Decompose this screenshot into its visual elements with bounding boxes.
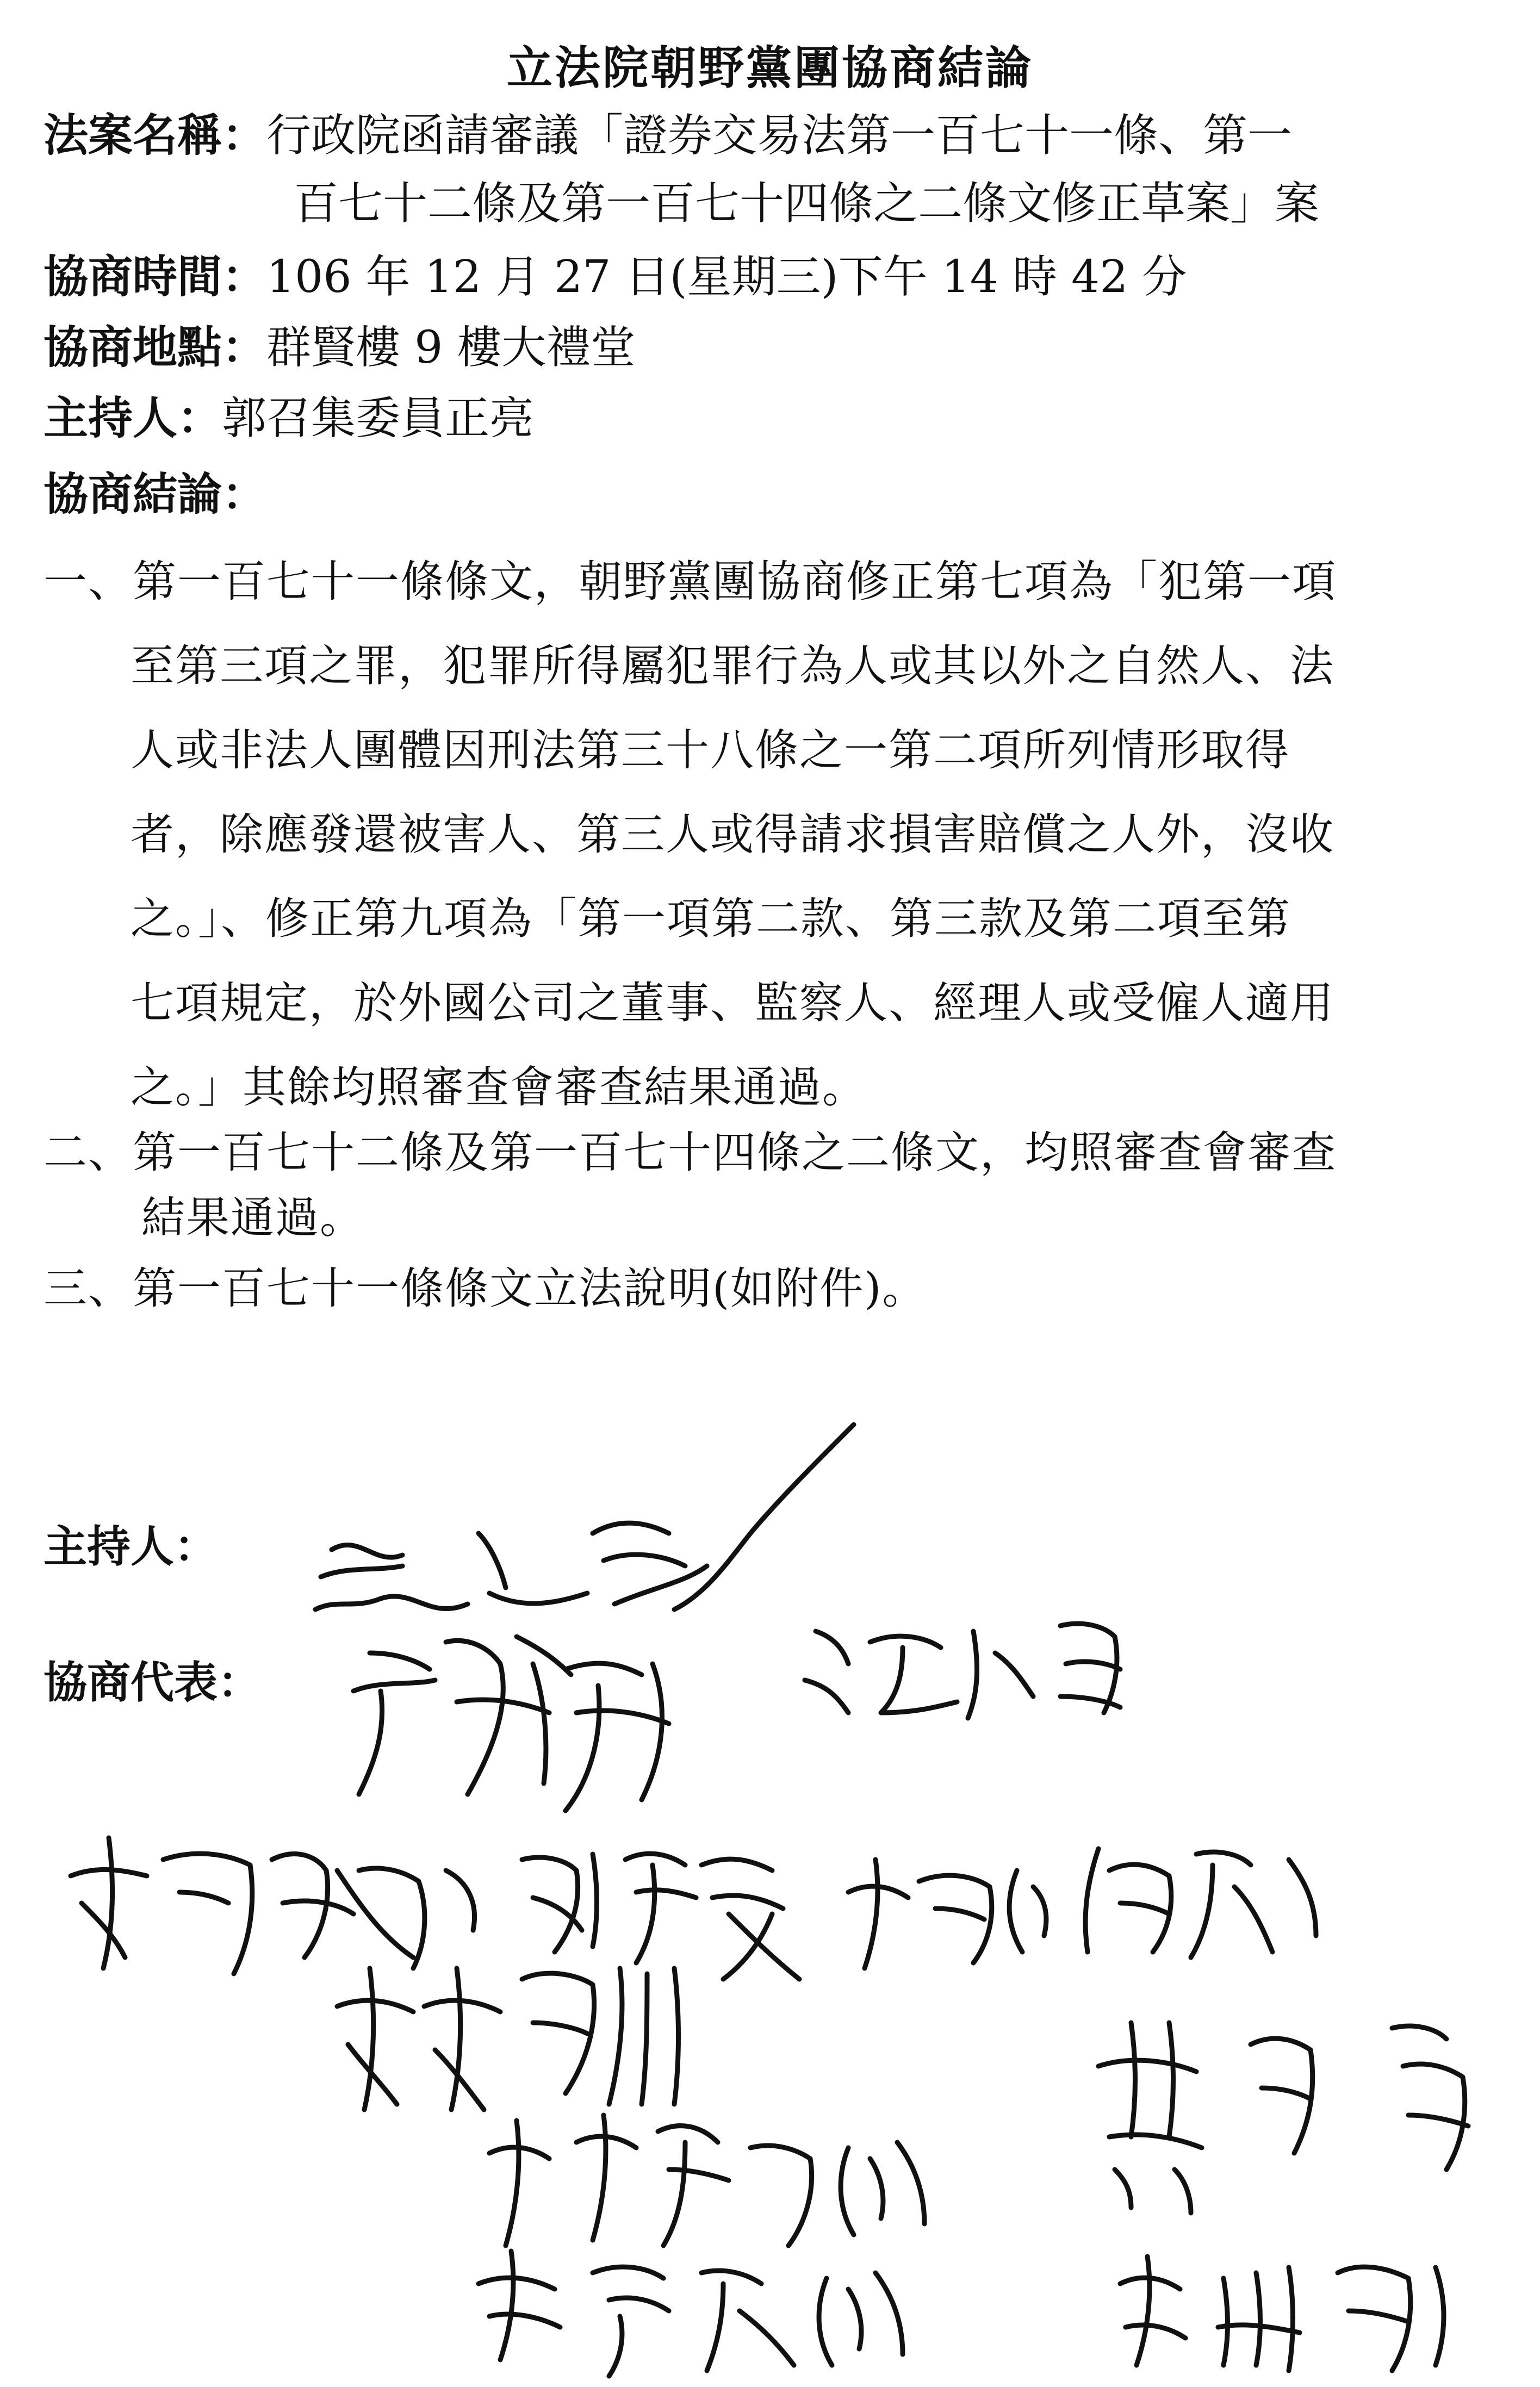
meeting-place-row bbox=[44, 321, 635, 375]
item-1-line-3: 人或非法人團體因刑法第三十八條之一第二項所列情形取得 bbox=[131, 725, 1290, 775]
item-2-line-2: 結果通過。 bbox=[141, 1192, 364, 1243]
meeting-time-value: 106 年 12 月 27 日(星期三)下午 14 時 42 分 bbox=[266, 251, 1187, 303]
rep-signature-1 bbox=[353, 1637, 669, 1811]
rep-signature-3 bbox=[71, 1838, 475, 1974]
rep-signature-10 bbox=[479, 2251, 903, 2376]
item-2-line-1: 二、第一百七十二條及第一百七十四條之二條文，均照審查會審查 bbox=[44, 1127, 1337, 1178]
rep-signature-6 bbox=[1085, 1849, 1316, 1957]
meeting-place-label: 協商地點： bbox=[44, 322, 267, 374]
rep-signature-8 bbox=[489, 2115, 924, 2246]
item-1-line-2: 至第三項之罪，犯罪所得屬犯罪行為人或其以外之自然人、法 bbox=[131, 641, 1334, 691]
signature-reps-label: 協商代表： bbox=[44, 1657, 261, 1708]
rep-signature-7 bbox=[337, 1968, 679, 2110]
item-3-line-1: 三、第一百七十一條條文立法說明(如附件)。 bbox=[44, 1263, 927, 1314]
item-1-line-4: 者，除應發還被害人、第三人或得請求損害賠償之人外，沒收 bbox=[131, 809, 1334, 860]
meeting-time-row bbox=[44, 250, 1187, 304]
bill-name-row bbox=[44, 109, 1292, 163]
meeting-time-label: 協商時間： bbox=[44, 251, 267, 303]
rep-signature-9 bbox=[1098, 2023, 1468, 2213]
document-title: 立法院朝野黨團協商結論 bbox=[506, 41, 1033, 95]
item-1-line-5: 之。」、修正第九項為「第一項第二款、第三款及第二項至第 bbox=[131, 893, 1291, 944]
host-value: 郭召集委員正亮 bbox=[222, 393, 535, 444]
rep-signature-5 bbox=[848, 1860, 1046, 1968]
conclusion-label: 協商結論： bbox=[44, 469, 267, 520]
conclusion-heading-row bbox=[44, 468, 266, 522]
bill-name-value-line2: 百七十二條及第一百七十四條之二條文修正草案」案 bbox=[294, 178, 1320, 229]
rep-signature-11 bbox=[1120, 2257, 1444, 2371]
host-row bbox=[44, 391, 534, 446]
meeting-place-value: 群賢樓 9 樓大禮堂 bbox=[266, 322, 636, 374]
rep-signature-2 bbox=[805, 1624, 1120, 1718]
item-1-line-6: 七項規定，於外國公司之董事、監察人、經理人或受僱人適用 bbox=[131, 978, 1334, 1028]
bill-name-value-line1: 行政院函請審議「證券交易法第一百七十一條、第一 bbox=[266, 110, 1293, 161]
signature-host-label: 主持人： bbox=[44, 1521, 218, 1572]
item-1-line-7: 之。」其餘均照審查會審查結果通過。 bbox=[131, 1062, 867, 1112]
host-label: 主持人： bbox=[44, 393, 222, 444]
rep-signature-4 bbox=[522, 1854, 799, 1979]
bill-name-label: 法案名稱： bbox=[44, 110, 267, 161]
item-1-line-1: 一、第一百七十一條條文，朝野黨團協商修正第七項為「犯第一項 bbox=[44, 556, 1337, 607]
host-signature bbox=[315, 1425, 854, 1609]
